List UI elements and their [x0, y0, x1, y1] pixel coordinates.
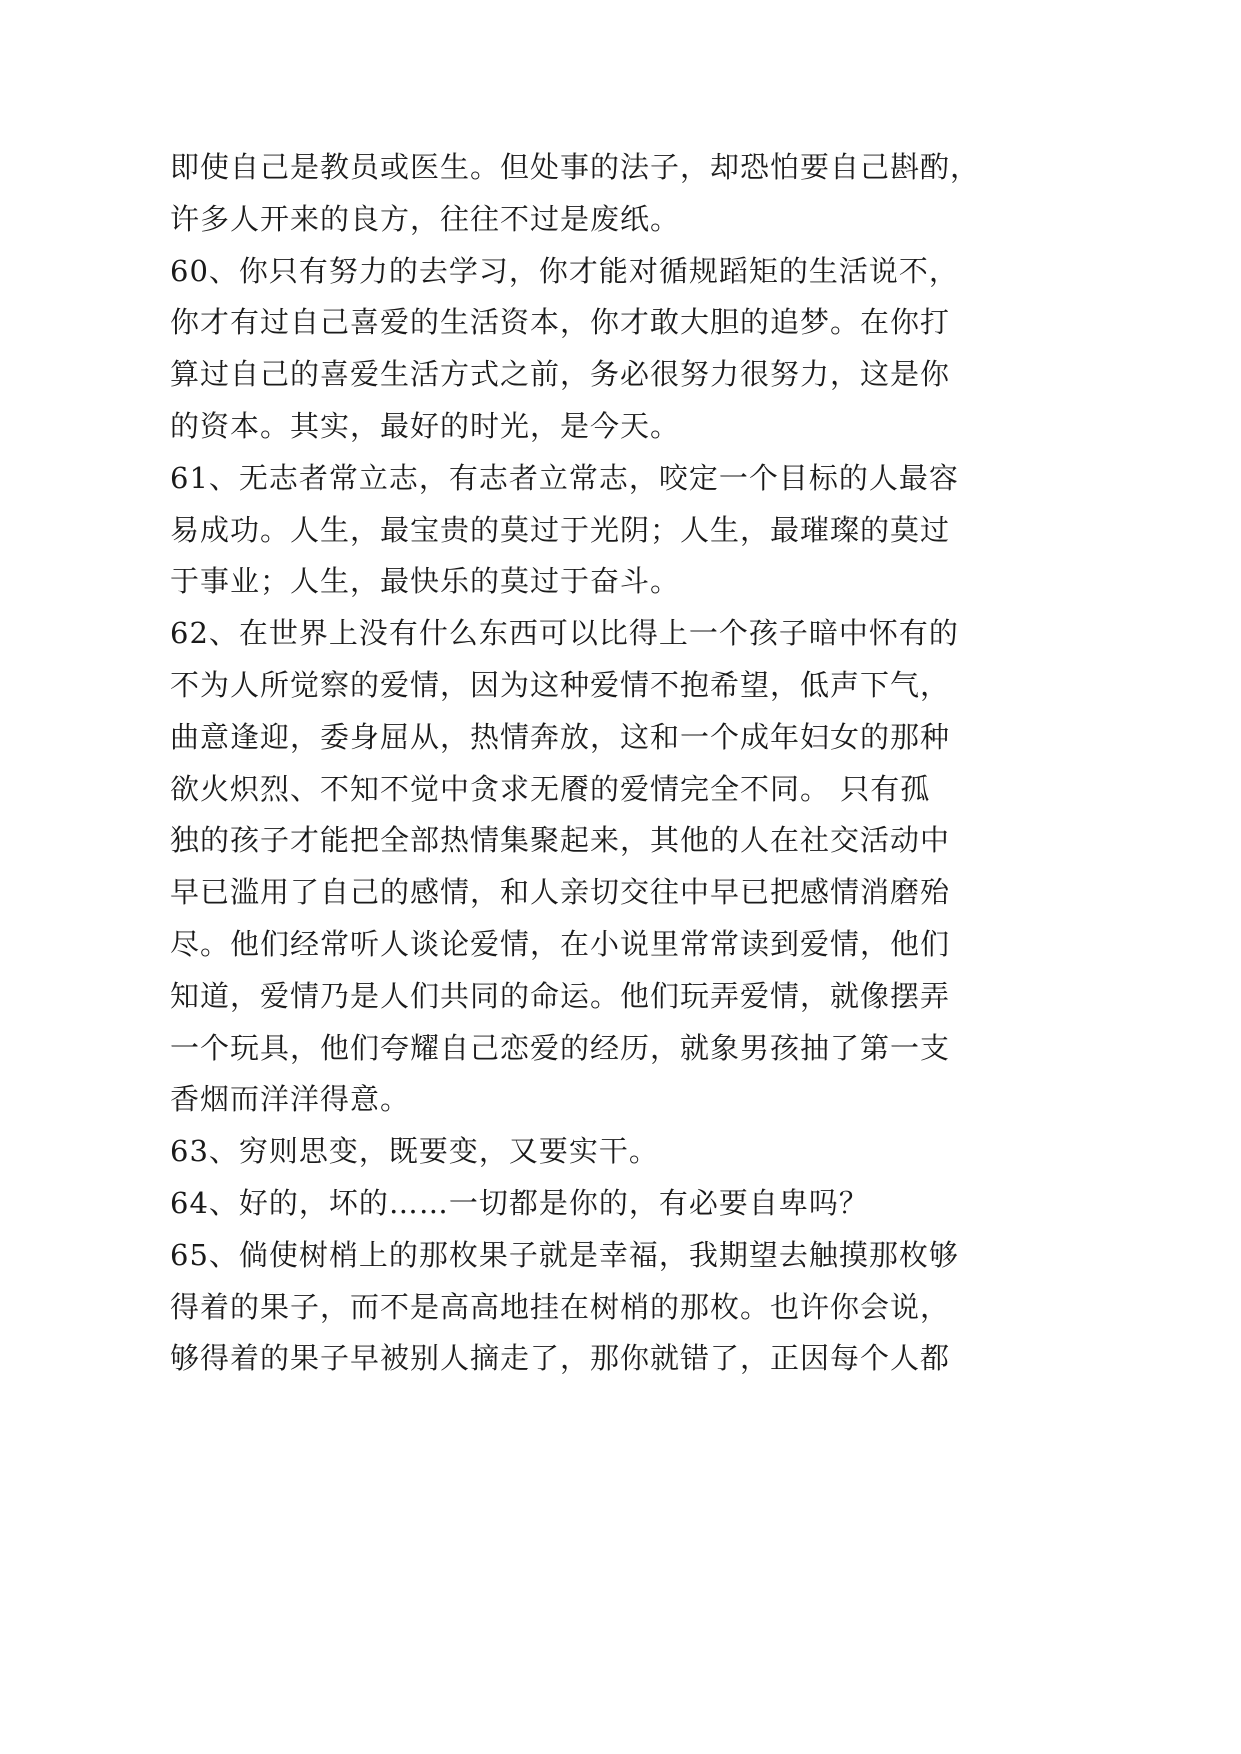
text-line: 于事业；人生，最快乐的莫过于奋斗。 [170, 564, 681, 599]
text-line: 得着的果子，而不是高高地挂在树梢的那枚。也许你会说， [170, 1289, 951, 1324]
text-line: 63、穷则思变，既要变，又要实干。 [170, 1134, 659, 1169]
body-text [170, 142, 981, 1385]
text-line: 65、倘使树梢上的那枚果子就是幸福，我期望去触摸那枚够 [170, 1237, 959, 1272]
text-line: 61、无志者常立志，有志者立常志，咬定一个目标的人最容 [170, 460, 959, 495]
text-line: 够得着的果子早被别人摘走了，那你就错了，正因每个人都 [170, 1341, 951, 1376]
text-line: 62、在世界上没有什么东西可以比得上一个孩子暗中怀有的 [170, 616, 959, 651]
text-line: 许多人开来的良方，往往不过是废纸。 [170, 201, 681, 236]
text-line: 独的孩子才能把全部热情集聚起来，其他的人在社交活动中 [170, 823, 951, 858]
text-line: 尽。他们经常听人谈论爱情，在小说里常常读到爱情，他们 [170, 926, 951, 961]
text-line: 早已滥用了自己的感情，和人亲切交往中早已把感情消磨殆 [170, 875, 951, 910]
text-line: 的资本。其实，最好的时光，是今天。 [170, 408, 681, 443]
text-line: 算过自己的喜爱生活方式之前，务必很努力很努力，这是你 [170, 357, 951, 392]
text-line: 64、好的，坏的……一切都是你的，有必要自卑吗？ [170, 1185, 869, 1220]
text-line: 欲火炽烈、不知不觉中贪求无餍的爱情完全不同。 只有孤 [170, 771, 931, 806]
text-line: 60、你只有努力的去学习，你才能对循规蹈矩的生活说不， [170, 253, 959, 288]
text-line: 易成功。人生，最宝贵的莫过于光阴；人生，最璀璨的莫过 [170, 512, 951, 547]
text-line: 不为人所觉察的爱情，因为这种爱情不抱希望，低声下气， [170, 667, 951, 702]
text-line: 知道，爱情乃是人们共同的命运。他们玩弄爱情，就像摆弄 [170, 978, 951, 1013]
text-line: 你才有过自己喜爱的生活资本，你才敢大胆的追梦。在你打 [170, 305, 951, 340]
text-line: 即使自己是教员或医生。但处事的法子，却恐怕要自己斟酌， [170, 150, 981, 184]
text-line: 一个玩具，他们夸耀自己恋爱的经历，就象男孩抽了第一支 [170, 1030, 951, 1065]
text-line: 香烟而洋洋得意。 [170, 1082, 411, 1117]
text-line: 曲意逢迎，委身屈从，热情奔放，这和一个成年妇女的那种 [170, 719, 951, 754]
